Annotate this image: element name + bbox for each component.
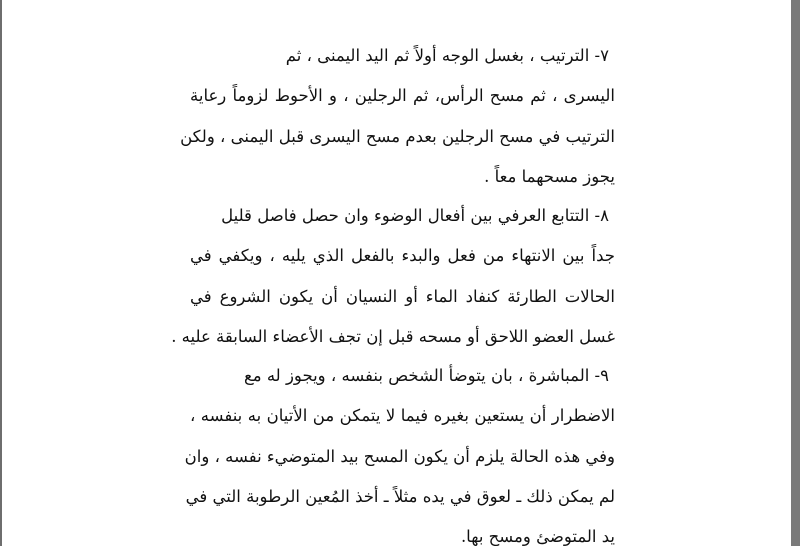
- item-9-line-2: الاضطرار أن يستعين بغيره فيما لا يتمكن من الأتيان به بنفسه ،: [190, 406, 615, 425]
- item-9-line-1: ٩- المباشرة ، بان يتوضأ الشخص بنفسه ، ويجوز له مع: [243, 366, 609, 385]
- item-8-line-4: غسل العضو اللاحق أو مسحه قبل إن تجف الأعضاء السابقة عليه .: [171, 327, 615, 346]
- item-9-line-3: وفي هذه الحالة يلزم أن يكون المسح بيد المتوضيء نفسه ، وان: [184, 447, 615, 466]
- item-8-line-1: ٨- التتابع العرفي بين أفعال الوضوء وان حصل فاصل قليل: [221, 206, 609, 225]
- item-7-line-3: الترتيب في مسح الرجلين بعدم مسح اليسرى قبل اليمنى ، ولكن: [180, 127, 615, 146]
- item-9-line-4: لم يمكن ذلك ـ لعوق في يده مثلاً ـ أخذ المُعين الرطوبة التي في: [185, 487, 615, 506]
- item-8-line-3: الحالات الطارئة كنفاد الماء أو النسيان أن يكون الشروع في: [190, 287, 615, 306]
- item-9-line-5: يد المتوضئ ومسح بها.: [460, 527, 615, 546]
- item-7-line-4: يجوز مسحهما معاً .: [484, 167, 615, 186]
- item-8-line-2: جداً بين الانتهاء من فعل والبدء بالفعل الذي يليه ، ويكفي في: [190, 246, 615, 265]
- item-7-line-2: اليسرى ، ثم مسح الرأس، ثم الرجلين ، و الأحوط لزوماً رعاية: [190, 86, 615, 105]
- item-7-line-1: ٧- الترتيب ، بغسل الوجه أولاً ثم اليد اليمنى ، ثم: [285, 46, 609, 65]
